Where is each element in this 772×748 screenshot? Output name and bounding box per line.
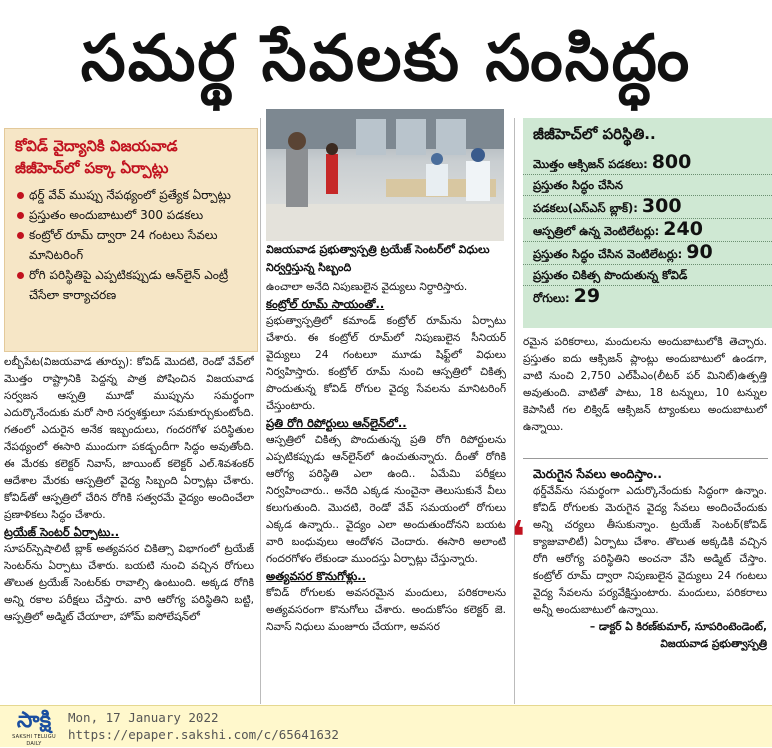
stats-row [523, 265, 772, 286]
footer-date: Mon, 17 January 2022 [68, 710, 219, 725]
stats-label: పడకలు(ఎస్ఎస్ బ్లాక్): [533, 201, 638, 215]
stats-row [523, 242, 772, 265]
stats-label: ప్రస్తుతం సిద్ధం చేసిన [533, 178, 623, 192]
article-paragraph: ఆస్పత్రిలో చికిత్స పొందుతున్న ప్రతి రోగి రిపోర్టులను ఎప్పటికప్పుడు ఆన్‌లైన్‌లో ఉంచుతున్నారు. దీంతో రోగికి ఆరోగ్య పరిస్థితి ఎలా ఉంది.. ఏమేమి పరీక్షలు నిర్వహించారు.. అనేది ఎక్కడ నుంచైనా తెలుసుకునే వీలు కలుగుతుంది. మొదటి, రెండో వేవ్ సమయంలో రోగులు ఎక్కడ ఉన్నారు.. వైద్యం ఎలా అందుతుందోనని బయట వారి బంధువులు ఆందోళన చెందారు. ఈసారి అలాంటి గందరగోళం లేకుండా ముందస్తు ఏర్పాట్లు చేస్తున్నారు. [266, 434, 506, 565]
stats-label: మొత్తం ఆక్సిజన్ పడకలు: [533, 157, 648, 171]
stats-value: 29 [573, 285, 601, 307]
article-column-2 [266, 279, 506, 702]
stats-label: ప్రస్తుతం చికిత్స పొందుతున్న కోవిడ్ [533, 268, 688, 282]
stats-row [523, 219, 772, 242]
section-subheading: ప్రతి రోగి రిపోర్టులు ఆన్‌లైన్‌లో.. [266, 416, 407, 430]
quote-mark-icon: ❛ [511, 512, 526, 563]
section-subheading: ట్రయేజ్ సెంటర్ ఏర్పాటు.. [4, 525, 120, 539]
article-photo [266, 109, 504, 241]
stats-label: ప్రస్తుతం సిద్ధం చేసిన వెంటిలేటర్లు: [533, 247, 683, 261]
logo-text: సాక్షి [16, 708, 52, 733]
stats-value: 300 [641, 195, 682, 217]
highlight-bullet: కంట్రోల్ రూమ్ ద్వారా 24 గంటలు సేవలు మానిటరింగ్ [19, 225, 251, 265]
article-paragraph: లబ్బీపేట(విజయవాడ తూర్పు): కోవిడ్ మొదటి, రెండో వేవ్‌లో మొత్తం రాష్ట్రానికి పెద్దన్న పాత్ర పోషించిన విజయవాడ సర్వజన ఆస్పత్రి మూడో ముప్పును సమర్థంగా ఎదుర్కొనేందుకు మరో సారి సర్వశక్తులూ సమకూర్చుకుంటోంది. గతంలో ఎదురైన అనేక ఇబ్బందులు, గందరగోళ పరిస్థితుల నేపథ్యంలో ఈసారి ముందుగా పకడ్బందీగా సిద్ధం అవుతోంది. ఈ మేరకు కలెక్టర్ నివాస్, జాయింట్ కలెక్టర్ ఎల్.శివశంకర్ ఆదేశాల మేరకు ఆస్పత్రిలో వైద్య సిబ్బంది ఏర్పాట్లు చేశారు. కోవిడ్‌తో ఆస్పత్రిలో చేరిన రోగికి సత్వరమే వైద్యం అందించేలా ప్రణాళికలు సిద్ధం చేశారు. [4, 356, 254, 521]
highlight-box [4, 128, 258, 352]
quote-body: థర్డ్‌వేవ్‌ను సమర్థంగా ఎదుర్కొనేందుకు సిద్ధంగా ఉన్నాం. కోవిడ్ రోగులకు మెరుగైన వైద్య సేవలు అందించేందుకు అన్ని చర్యలు తీసుకున్నాం. ట్రయేజ్ సెంటర్(కోవిడ్ క్యాజువాలిటీ) ఏర్పాటు చేశాం. తొలుత అక్కడికి వచ్చిన రోగి ఆరోగ్య పరిస్థితిని అంచనా వేసి అడ్మిట్ చేస్తాం. కంట్రోల్ రూమ్ ద్వారా నిపుణులైన వైద్యులు 24 గంటలు వైద్య సేవలను పర్యవేక్షిస్తుంటారు. మందులు, పరికరాలు అన్నీ అందుబాటులో ఉన్నాయి. [533, 485, 767, 616]
section-subheading: అత్యవసర కొనుగోళ్లు.. [266, 569, 366, 583]
stats-value: 90 [686, 241, 713, 263]
photo-caption: విజయవాడ ప్రభుత్వాస్పత్రి ట్రయేజ్ సెంటర్‌లో విధులు నిర్వర్తిస్తున్న సిబ్బంది [266, 243, 490, 274]
stats-row [523, 152, 772, 175]
article-paragraph: రమైన పరికరాలు, మందులను అందుబాటులోకి తెచ్చారు. ప్రస్తుతం ఐదు ఆక్సిజన్ ప్లాంట్లు అందుబాటులో ఉండగా, వాటి నుంచి 2,750 ఎల్‌పీఎం(లీటర్ పర్ మినిట్)ఉత్పత్తి అవుతుంది. వాటితో పాటు, 18 టన్నులు, 10 టన్నుల కెపాసిటీ గల లిక్విడ్ ఆక్సిజన్ ట్యాంకులు అందుబాటులో ఉన్నాయి. [523, 336, 767, 433]
highlight-bullet: ప్రస్తుతం అందుబాటులో 300 పడకలు [19, 205, 251, 225]
highlight-bullet: రోగి పరిస్థితిపై ఎప్పటికప్పుడు ఆన్‌లైన్ ఎంట్రీ చేసేలా కార్యాచరణ [19, 265, 251, 305]
stats-row [523, 286, 772, 308]
section-subheading: కంట్రోల్ రూమ్ సాయంతో.. [266, 297, 385, 311]
stats-value: 240 [663, 218, 703, 240]
sakshi-logo [4, 708, 64, 747]
stats-value: 800 [651, 151, 692, 173]
quote-signature-place: విజయవాడ ప్రభుత్వాస్పత్రి [660, 638, 767, 650]
footer-text [68, 709, 339, 743]
stats-row [523, 175, 772, 196]
article-paragraph: కోవిడ్ రోగులకు అవసరమైన మందులు, పరికరాలను అత్యవసరంగా కొనుగోలు చేశారు. అందుకోసం కలెక్టర్ జె. నివాస్ నిధులు మంజూరు చేయగా, అవసర [266, 587, 506, 633]
quote-title: మెరుగైన సేవలు అందిస్తాం.. [533, 467, 662, 481]
headline: సమర్థ సేవలకు సంసిద్ధం [80, 21, 692, 96]
quote-signature: – డాక్టర్ ఏ కిరణ్‌కుమార్, సూపరింటెండెంట్, [589, 621, 767, 633]
quote-block [533, 466, 767, 702]
stats-label: రోగులు: [533, 291, 570, 305]
stats-label: ఆస్పత్రిలో ఉన్న వెంటిలేటర్లు: [533, 224, 660, 238]
column-divider [514, 118, 515, 704]
highlight-box-title: కోవిడ్ వైద్యానికి విజయవాడ జీజీహెచ్‌లో పక్కా ఏర్పాట్లు [15, 137, 178, 177]
triage-center-photo [266, 109, 504, 241]
stats-row [523, 196, 772, 219]
stats-box-title: జీజీహెచ్‌లో పరిస్థితి.. [533, 125, 656, 143]
highlight-bullet-list [5, 185, 257, 305]
logo-subtext: SAKSHI TELUGU DAILY [12, 734, 56, 747]
footer-url[interactable]: https://epaper.sakshi.com/c/65641632 [68, 727, 339, 742]
stats-box [523, 118, 772, 328]
quote-divider [523, 458, 768, 459]
footer [0, 705, 772, 747]
article-paragraph: ప్రభుత్వాస్పత్రిలో కమాండ్ కంట్రోల్ రూమ్‌ను ఏర్పాటు చేశారు. ఈ కంట్రోల్ రూమ్‌లో నిపుణులైన సీనియర్ వైద్యులు 24 గంటలూ మూడు షిఫ్ట్‌లో విధులు నిర్వహిస్తారు. కంట్రోల్ రూమ్ నుంచి ఆస్పత్రిలో చికిత్స పొందుతున్న కోవిడ్ రోగుల వైద్య సేవలను మానిటరింగ్ చేస్తుంటారు. [266, 315, 506, 412]
column-divider [260, 118, 261, 704]
highlight-bullet: థర్డ్ వేవ్ ముప్పు నేపథ్యంలో ప్రత్యేక ఏర్పాట్లు [19, 185, 251, 205]
article-paragraph: సూపర్‌స్పెషాలిటీ బ్లాక్ అత్యవసర చికిత్సా విభాగంలో ట్రయేజ్ సెంటర్‌ను ఏర్పాటు చేశారు. బయటి నుంచి వచ్చిన రోగులు తొలుత ట్రయేజ్ సెంటర్‌కు రావాల్సి ఉంటుంది. అక్కడ రోగికి అన్ని రకాల పరీక్షలు చేస్తారు. వారి ఆరోగ్య పరిస్థితిని బట్టి, ఆస్పత్రిలో అడ్మిట్ చేయాలా, హోమ్ ఐసోలేషన్‌లో [4, 543, 254, 623]
article-paragraph: ఉంచాలా అనేది నిపుణులైన వైద్యులు నిర్ధారిస్తారు. [266, 281, 468, 293]
article-column-3 [523, 334, 767, 452]
article-column-1 [4, 354, 254, 702]
